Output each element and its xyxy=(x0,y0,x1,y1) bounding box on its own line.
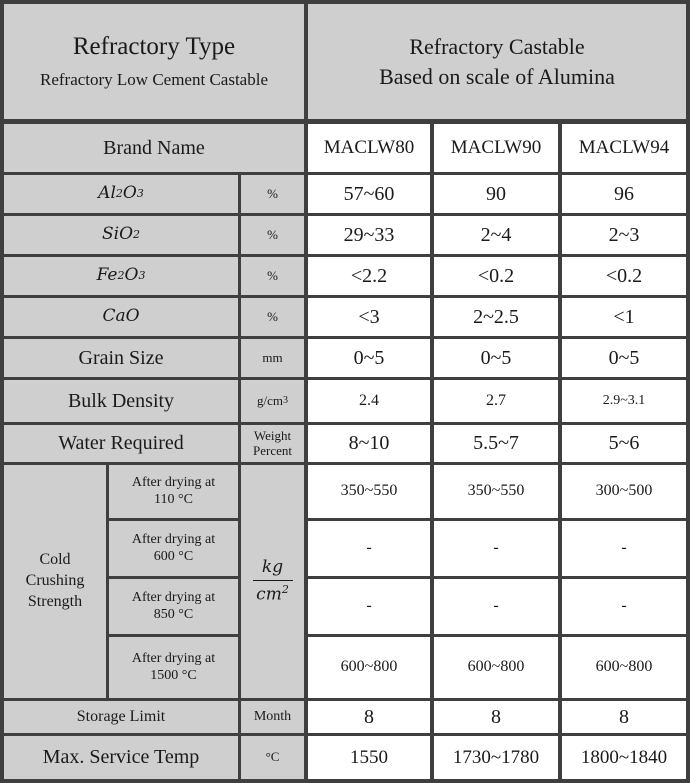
al2o3-unit: % xyxy=(241,175,304,213)
bulk-density-value-3: 2.9~3.1 xyxy=(562,380,686,422)
ccs-600-value-2: - xyxy=(434,521,558,576)
cao-label: CaO xyxy=(4,298,238,336)
sio2-value-1: 29~33 xyxy=(308,216,430,254)
grain-size-label: Grain Size xyxy=(4,339,238,377)
ccs-1500-value-2: 600~800 xyxy=(434,637,558,698)
water-required-label: Water Required xyxy=(4,425,238,462)
brand-maclw90: MACLW90 xyxy=(434,124,558,172)
max-service-temp-value-2: 1730~1780 xyxy=(434,736,558,779)
cao-value-3: <1 xyxy=(562,298,686,336)
brand-maclw80: MACLW80 xyxy=(308,124,430,172)
ccs-850-value-3: - xyxy=(562,579,686,634)
water-required-value-3: 5~6 xyxy=(562,425,686,462)
al2o3-label: Al 2 O 3 xyxy=(4,175,238,213)
max-service-temp-label: Max. Service Temp xyxy=(4,736,238,779)
storage-limit-value-2: 8 xyxy=(434,701,558,733)
al2o3-value-2: 90 xyxy=(434,175,558,213)
ccs-1500-label: After drying at 1500 °C xyxy=(109,637,238,698)
ccs-850-value-2: - xyxy=(434,579,558,634)
castable-header xyxy=(308,4,686,119)
castable-title: Refractory Castable xyxy=(409,34,585,60)
grain-size-value-2: 0~5 xyxy=(434,339,558,377)
ccs-850-label: After drying at 850 °C xyxy=(109,579,238,634)
storage-limit-label: Storage Limit xyxy=(4,701,238,733)
fe2o3-unit: % xyxy=(241,257,304,295)
bulk-density-unit: g/cm 3 xyxy=(241,380,304,422)
cold-crushing-strength-label: Cold Crushing Strength xyxy=(4,465,106,698)
al2o3-value-1: 57~60 xyxy=(308,175,430,213)
refractory-type-header xyxy=(4,4,304,119)
brand-name-label: Brand Name xyxy=(4,124,304,172)
brand-maclw94: MACLW94 xyxy=(562,124,686,172)
sio2-label: SiO 2 xyxy=(4,216,238,254)
ccs-1500-value-1: 600~800 xyxy=(308,637,430,698)
storage-limit-value-3: 8 xyxy=(562,701,686,733)
water-unit-line1: Weight xyxy=(253,428,292,444)
refractory-type-title: Refractory Type xyxy=(72,33,236,61)
ccs-110-label: After drying at 110 °C xyxy=(109,465,238,518)
max-service-temp-unit: °C xyxy=(241,736,304,779)
fe2o3-label: Fe 2 O 3 xyxy=(4,257,238,295)
water-required-unit xyxy=(241,425,304,462)
cao-value-2: 2~2.5 xyxy=(434,298,558,336)
max-service-temp-value-3: 1800~1840 xyxy=(562,736,686,779)
water-required-value-1: 8~10 xyxy=(308,425,430,462)
sio2-unit: % xyxy=(241,216,304,254)
storage-limit-value-1: 8 xyxy=(308,701,430,733)
max-service-temp-value-1: 1550 xyxy=(308,736,430,779)
cao-unit: % xyxy=(241,298,304,336)
castable-subtitle: Based on scale of Alumina xyxy=(379,63,615,89)
sio2-value-2: 2~4 xyxy=(434,216,558,254)
bulk-density-label: Bulk Density xyxy=(4,380,238,422)
ccs-600-value-3: - xyxy=(562,521,686,576)
al2o3-value-3: 96 xyxy=(562,175,686,213)
sio2-value-3: 2~3 xyxy=(562,216,686,254)
kg-per-cm2-unit: $\frac{kg}{cm^2}$ xyxy=(253,558,293,606)
fe2o3-value-1: <2.2 xyxy=(308,257,430,295)
fe2o3-value-2: <0.2 xyxy=(434,257,558,295)
cold-crushing-strength-unit xyxy=(241,465,304,698)
ccs-1500-value-3: 600~800 xyxy=(562,637,686,698)
refractory-type-subtitle: Refractory Low Cement Castable xyxy=(39,70,268,90)
water-required-value-2: 5.5~7 xyxy=(434,425,558,462)
ccs-110-value-3: 300~500 xyxy=(562,465,686,518)
grain-size-value-1: 0~5 xyxy=(308,339,430,377)
ccs-110-value-1: 350~550 xyxy=(308,465,430,518)
fe2o3-value-3: <0.2 xyxy=(562,257,686,295)
ccs-850-value-1: - xyxy=(308,579,430,634)
grain-size-unit: mm xyxy=(241,339,304,377)
ccs-600-label: After drying at 600 °C xyxy=(109,521,238,576)
ccs-110-value-2: 350~550 xyxy=(434,465,558,518)
bulk-density-value-2: 2.7 xyxy=(434,380,558,422)
bulk-density-value-1: 2.4 xyxy=(308,380,430,422)
ccs-600-value-1: - xyxy=(308,521,430,576)
grain-size-value-3: 0~5 xyxy=(562,339,686,377)
cao-value-1: <3 xyxy=(308,298,430,336)
water-unit-line2: Percent xyxy=(253,442,292,458)
storage-limit-unit: Month xyxy=(241,701,304,733)
